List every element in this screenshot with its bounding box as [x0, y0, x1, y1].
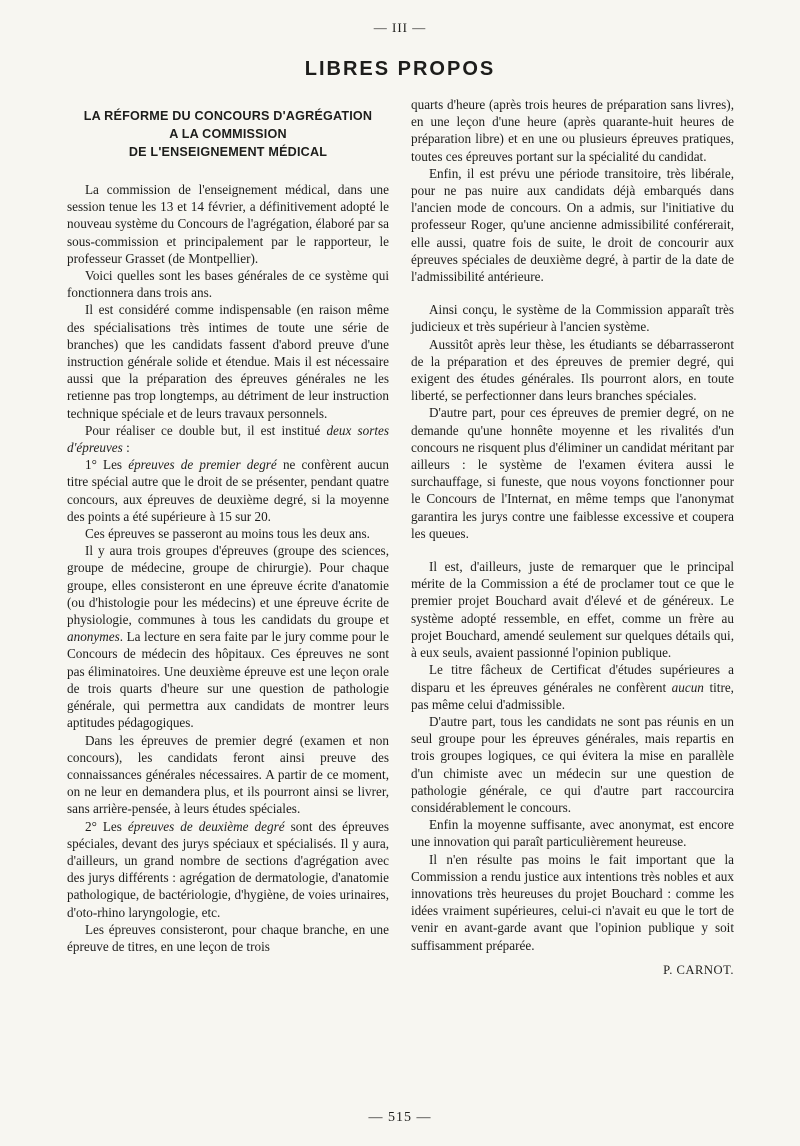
paragraph-merite: Il est, d'ailleurs, juste de remarquer que le principal mérite de la Commission a été de proclamer tout ce que le premier projet Bouchard avait d'élevé et de généreux. Le système adopté ressemble, en effet, comme un frère au projet Bouchard, amendé seulement sur quelques détails qui, à eux seuls, avaient passionné l'opinion publique.	[411, 559, 734, 661]
paragraph-continuation: quarts d'heure (après trois heures de préparation sans livres), en une leçon d'une heure (après quarante-huit heures de préparation libre) et en une ou plusieurs épreuves pratiques, toutes ces épreuves portant sur la spécialité du candidat.	[411, 97, 734, 164]
paragraph-double-but	[67, 422, 389, 456]
author-signature: P. CARNOT.	[663, 962, 734, 977]
article-title-line-1: LA RÉFORME DU CONCOURS D'AGRÉGATION	[83, 109, 373, 123]
paragraph-epreuves-branche: Les épreuves consisteront, pour chaque branche, en une épreuve de titres, en une leçon de trois	[67, 921, 389, 954]
paragraph-examen: Dans les épreuves de premier degré (examen et non concours), les candidats feront ainsi preuve des connaissances générales nécessaires. A partir de ce moment, on ne leur en demandera plus, et ils pourront ainsi se livrer, sans arrière-pensée, à leurs études spéciales.	[67, 732, 389, 817]
roman-folio: — III —	[373, 20, 427, 35]
paragraph-autre-part-1: D'autre part, pour ces épreuves de premier degré, on ne demande qu'une honnête moyenne et les rivalités d'un concours ne risquent plus d'éliminer un candidat méritant par ailleurs : le système de l'examen évitera aussi le surchauffage, si funeste, que nous voyons fonctionner pour le Concours de l'Internat, en même temps que l'anonymat garantira les jurys contre une faiblesse excessive et couperа les queues.	[411, 405, 734, 541]
paragraph-ainsi-concu: Ainsi conçu, le système de la Commission apparaît très judicieux et très supérieur à l'ancien système.	[411, 302, 734, 335]
article-title	[67, 107, 389, 161]
paragraph-intro: La commission de l'enseignement médical, dans une session tenue les 13 et 14 février, a définitivement adopté le nouveau système du Concours de l'agrégation, élaboré par sa sous-commission et principalement par le rapporteur, le professeur Grasset (de Montpellier).	[67, 182, 389, 266]
paragraph-double-but-end: :	[122, 440, 130, 456]
groupes-italic: anonymes	[67, 629, 120, 645]
deuxieme-degre-italic: épreuves de deuxième degré	[127, 818, 285, 834]
paragraph-indispensable: Il est considéré comme indispensable (en raison même des spécialisations très intimes de toute une série de branches) que les candidats fassent d'abord preuve d'une instruction générale solide et étendue. Mais il est nécessaire aussi que la préparation des épreuves générales ne les retienne pas trop longtemps, au détriment de leur instruction technique spéciale et de leurs travaux personnels.	[67, 302, 389, 421]
article-title-line-2: A LA COMMISSION	[169, 127, 287, 141]
premier-degre-italic: épreuves de premier degré	[128, 457, 277, 473]
paragraph-certificat	[411, 661, 734, 713]
page-number: — 515 —	[368, 1110, 432, 1125]
paragraph-double-but-text: Pour réaliser ce double but, il est institué	[85, 422, 327, 438]
left-column	[67, 107, 389, 955]
article-title-line-3: DE L'ENSEIGNEMENT MÉDICAL	[128, 145, 328, 159]
paragraph-deuxieme-degre	[67, 818, 389, 921]
paragraph-groupes	[67, 542, 389, 731]
deuxieme-degre-text: sont des épreuves spéciales, devant des jurys spéciaux et spécialisés. Il y aura, d'ailleurs, un grand nombre de sections d'agrégation avec des jurys différents : agrégation de dermatologie, d'anatomie pathologique, de bactériologie, d'hygiène, de voies urinaires, d'oto-rhino laryngologie, etc.	[67, 818, 389, 920]
paragraph-double-but-italic: deux sortes d'épreuves	[67, 422, 389, 456]
paragraph-moyenne: Enfin la moyenne suffisante, avec anonymat, est encore une innovation qui paraît particulièrement heureuse.	[411, 817, 734, 850]
certificat-text: Le titre fâcheux de Certificat d'études supérieures a disparu et les épreuves générales ne confèrent	[411, 662, 734, 695]
deuxieme-degre-prefix: 2° Les	[85, 818, 128, 834]
section-gap	[411, 285, 734, 301]
section-gap	[411, 542, 734, 558]
paragraph-autre-part-2: D'autre part, tous les candidats ne sont pas réunis en un seul groupe pour les épreuves générales, mais repartis en trois groupes logiques, ce qui évitera la mise en parallèle d'un chimiste avec un médecin sur une question de pathologie générale, ce qui d'autre part raccourcira considérablement le concours.	[411, 713, 734, 815]
paragraph-deux-ans: Ces épreuves se passeront au moins tous les deux ans.	[85, 526, 370, 542]
paragraph-bases: Voici quelles sont les bases générales de ce système qui fonctionnera dans trois ans.	[67, 268, 389, 301]
premier-degre-text: ne confèrent aucun titre spécial autre que le droit de se présenter, pendant quatre concours, aux épreuves de deuxième degré, si la moyenne des points a été supérieure à 15 sur 20.	[67, 457, 389, 524]
certificat-italic: aucun	[671, 679, 704, 695]
premier-degre-prefix: 1° Les	[85, 457, 129, 473]
paragraph-transitoire: Enfin, il est prévu une période transitoire, très libérale, pour ne pas nuire aux candidats déjà embarqués dans l'ancien mode de concours. On a admis, sur l'initiative du professeur Roger, qu'une ancienne admissibilité conférerait, elle aussi, quatre fois de suite, le droit de concourir aux épreuves spéciales de deuxième degré, à partir de la date de l'admissibilité antérieure.	[411, 165, 734, 285]
groupes-text: Il y aura trois groupes d'épreuves (groupe des sciences, groupe de médecine, groupe de chirurgie). Pour chaque groupe, elles consisteront en une épreuve écrite d'anatomie (ou d'histologie pour les médecins) et une épreuve écrite de physiologie, communes à tous les candidats du groupe et	[67, 543, 389, 628]
certificat-end: titre, pas même celui d'admissible.	[411, 679, 734, 712]
paragraph-premier-degre	[67, 456, 389, 525]
groupes-end: . La lecture en sera faite par le jury comme pour le Concours de médecin des hôpitaux. Ces épreuves ne sont pas éliminatoires. Une deuxième épreuve est une leçon orale de trois quarts d'heure sur une question de pathologie générale, qui permettra aux candidats de montrer leurs aptitudes pédagogiques.	[67, 629, 389, 731]
paragraph-conclusion: Il n'en résulte pas moins le fait important que la Commission a rendu justice aux intentions très nobles et aux innovations très heureuses du projet Bouchard : comme les idées vraiment supérieures, celui-ci n'avait eu que le tort de venir en avant-garde avant que l'opinion publique y soit suffisamment préparée.	[411, 851, 734, 953]
paragraph-aussitot: Aussitôt après leur thèse, les étudiants se débarrasseront de la préparation et des épreuves de premier degré, qui exigent des études générales. Ils pourront alors, en toute liberté, se perfectionner dans leurs branches spéciales.	[411, 336, 734, 404]
right-column	[411, 96, 734, 979]
section-headline: LIBRES PROPOS	[304, 58, 496, 80]
